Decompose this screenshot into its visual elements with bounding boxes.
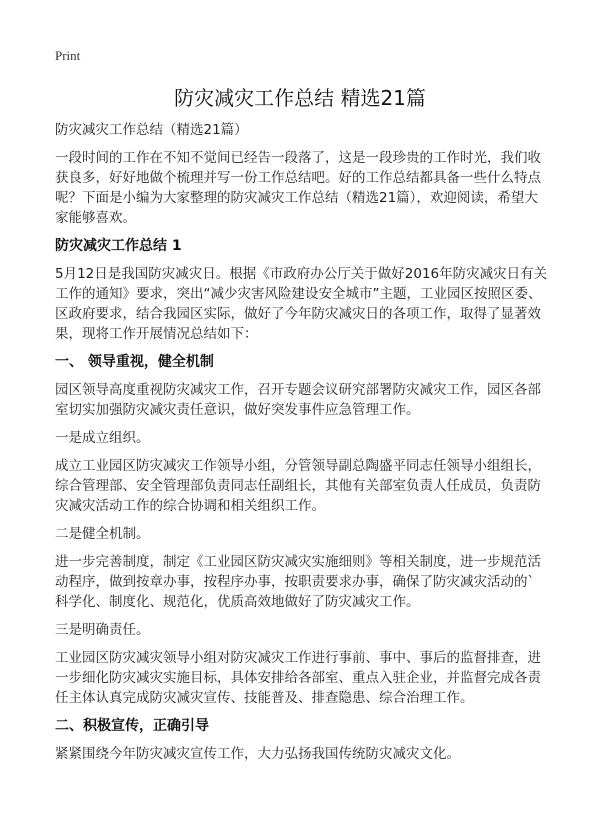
paragraph: 三是明确责任。 <box>55 622 150 638</box>
text-line: 区政府要求，结合我园区实际，做好了今年防灾减灾日的各项工作，取得了显著效 <box>55 306 541 322</box>
text-line: 家能够喜欢。 <box>55 210 136 226</box>
paragraph <box>55 264 555 344</box>
page-title: 防灾减灾工作总结 精选21篇 <box>174 86 426 110</box>
text-line: 紧紧围绕今年防灾减灾宣传工作，大力弘扬我国传统防灾减灾文化。 <box>55 746 460 762</box>
text-line: 一步细化防灾减灾实施目标，具体安排给各部室、重点入驻企业，并监督完成各责 <box>55 670 541 686</box>
text-line: 一段时间的工作在不知不觉间已经告一段落了，这是一段珍贵的工作时光，我们收 <box>55 150 541 166</box>
print-link[interactable]: Print <box>55 48 81 63</box>
text-line: 园区领导高度重视防灾减灾工作，召开专题会议研究部署防灾减灾工作，园区各部 <box>55 382 541 398</box>
intro-paragraph <box>55 148 555 228</box>
text-line: 工业园区防灾减灾领导小组对防灾减灾工作进行事前、事中、事后的监督排查，进 <box>55 650 541 666</box>
paragraph <box>55 380 555 420</box>
text-line: 灾减灾活动工作的综合协调和相关组织工作。 <box>55 498 325 514</box>
subsection-heading: 一、 领导重视，健全机制 <box>55 354 214 370</box>
text-line: 进一步完善制度，制定《工业园区防灾减灾实施细则》等相关制度，进一步规范活 <box>55 554 541 570</box>
text-line: 动程序，做到按章办事，按程序办事，按职责要求办事，确保了防灾减灾活动的` <box>55 574 535 590</box>
subsection-heading: 二、积极宣传，正确引导 <box>55 718 209 734</box>
paragraph: 一是成立组织。 <box>55 430 150 446</box>
document-body <box>55 120 555 772</box>
text-line: 果，现将工作开展情况总结如下： <box>55 326 258 342</box>
paragraph <box>55 456 555 516</box>
paragraph: 二是健全机制。 <box>55 526 150 542</box>
section-heading: 防灾减灾工作总结 1 <box>55 238 182 254</box>
subtitle: 防灾减灾工作总结（精选21篇） <box>55 122 248 138</box>
text-line: 获良多，好好地做个梳理并写一份工作总结吧。好的工作总结都具备一些什么特点 <box>55 170 541 186</box>
text-line: 呢？下面是小编为大家整理的防灾减灾工作总结（精选21篇），欢迎阅读，希望大 <box>55 190 538 206</box>
paragraph <box>55 552 555 612</box>
text-line: 5月12日是我国防灾减灾日。根据《市政府办公厅关于做好2016年防灾减灾日有关 <box>55 266 548 282</box>
text-line: 任主体认真完成防灾减灾宣传、技能普及、排查隐患、综合治理工作。 <box>55 690 474 706</box>
paragraph <box>55 648 555 708</box>
text-line: 成立工业园区防灾减灾工作领导小组，分管领导副总陶盛平同志任领导小组组长， <box>55 458 541 474</box>
text-line: 综合管理部、安全管理部负责同志任副组长，其他有关部室负责人任成员，负责防 <box>55 478 541 494</box>
text-line: 室切实加强防灾减灾责任意识，做好突发事件应急管理工作。 <box>55 402 420 418</box>
paragraph <box>55 744 555 764</box>
text-line: 科学化、制度化、规范化，优质高效地做好了防灾减灾工作。 <box>55 594 420 610</box>
text-line: 工作的通知》要求，突出“减少灾害风险建设安全城市”主题，工业园区按照区委、 <box>55 286 542 302</box>
